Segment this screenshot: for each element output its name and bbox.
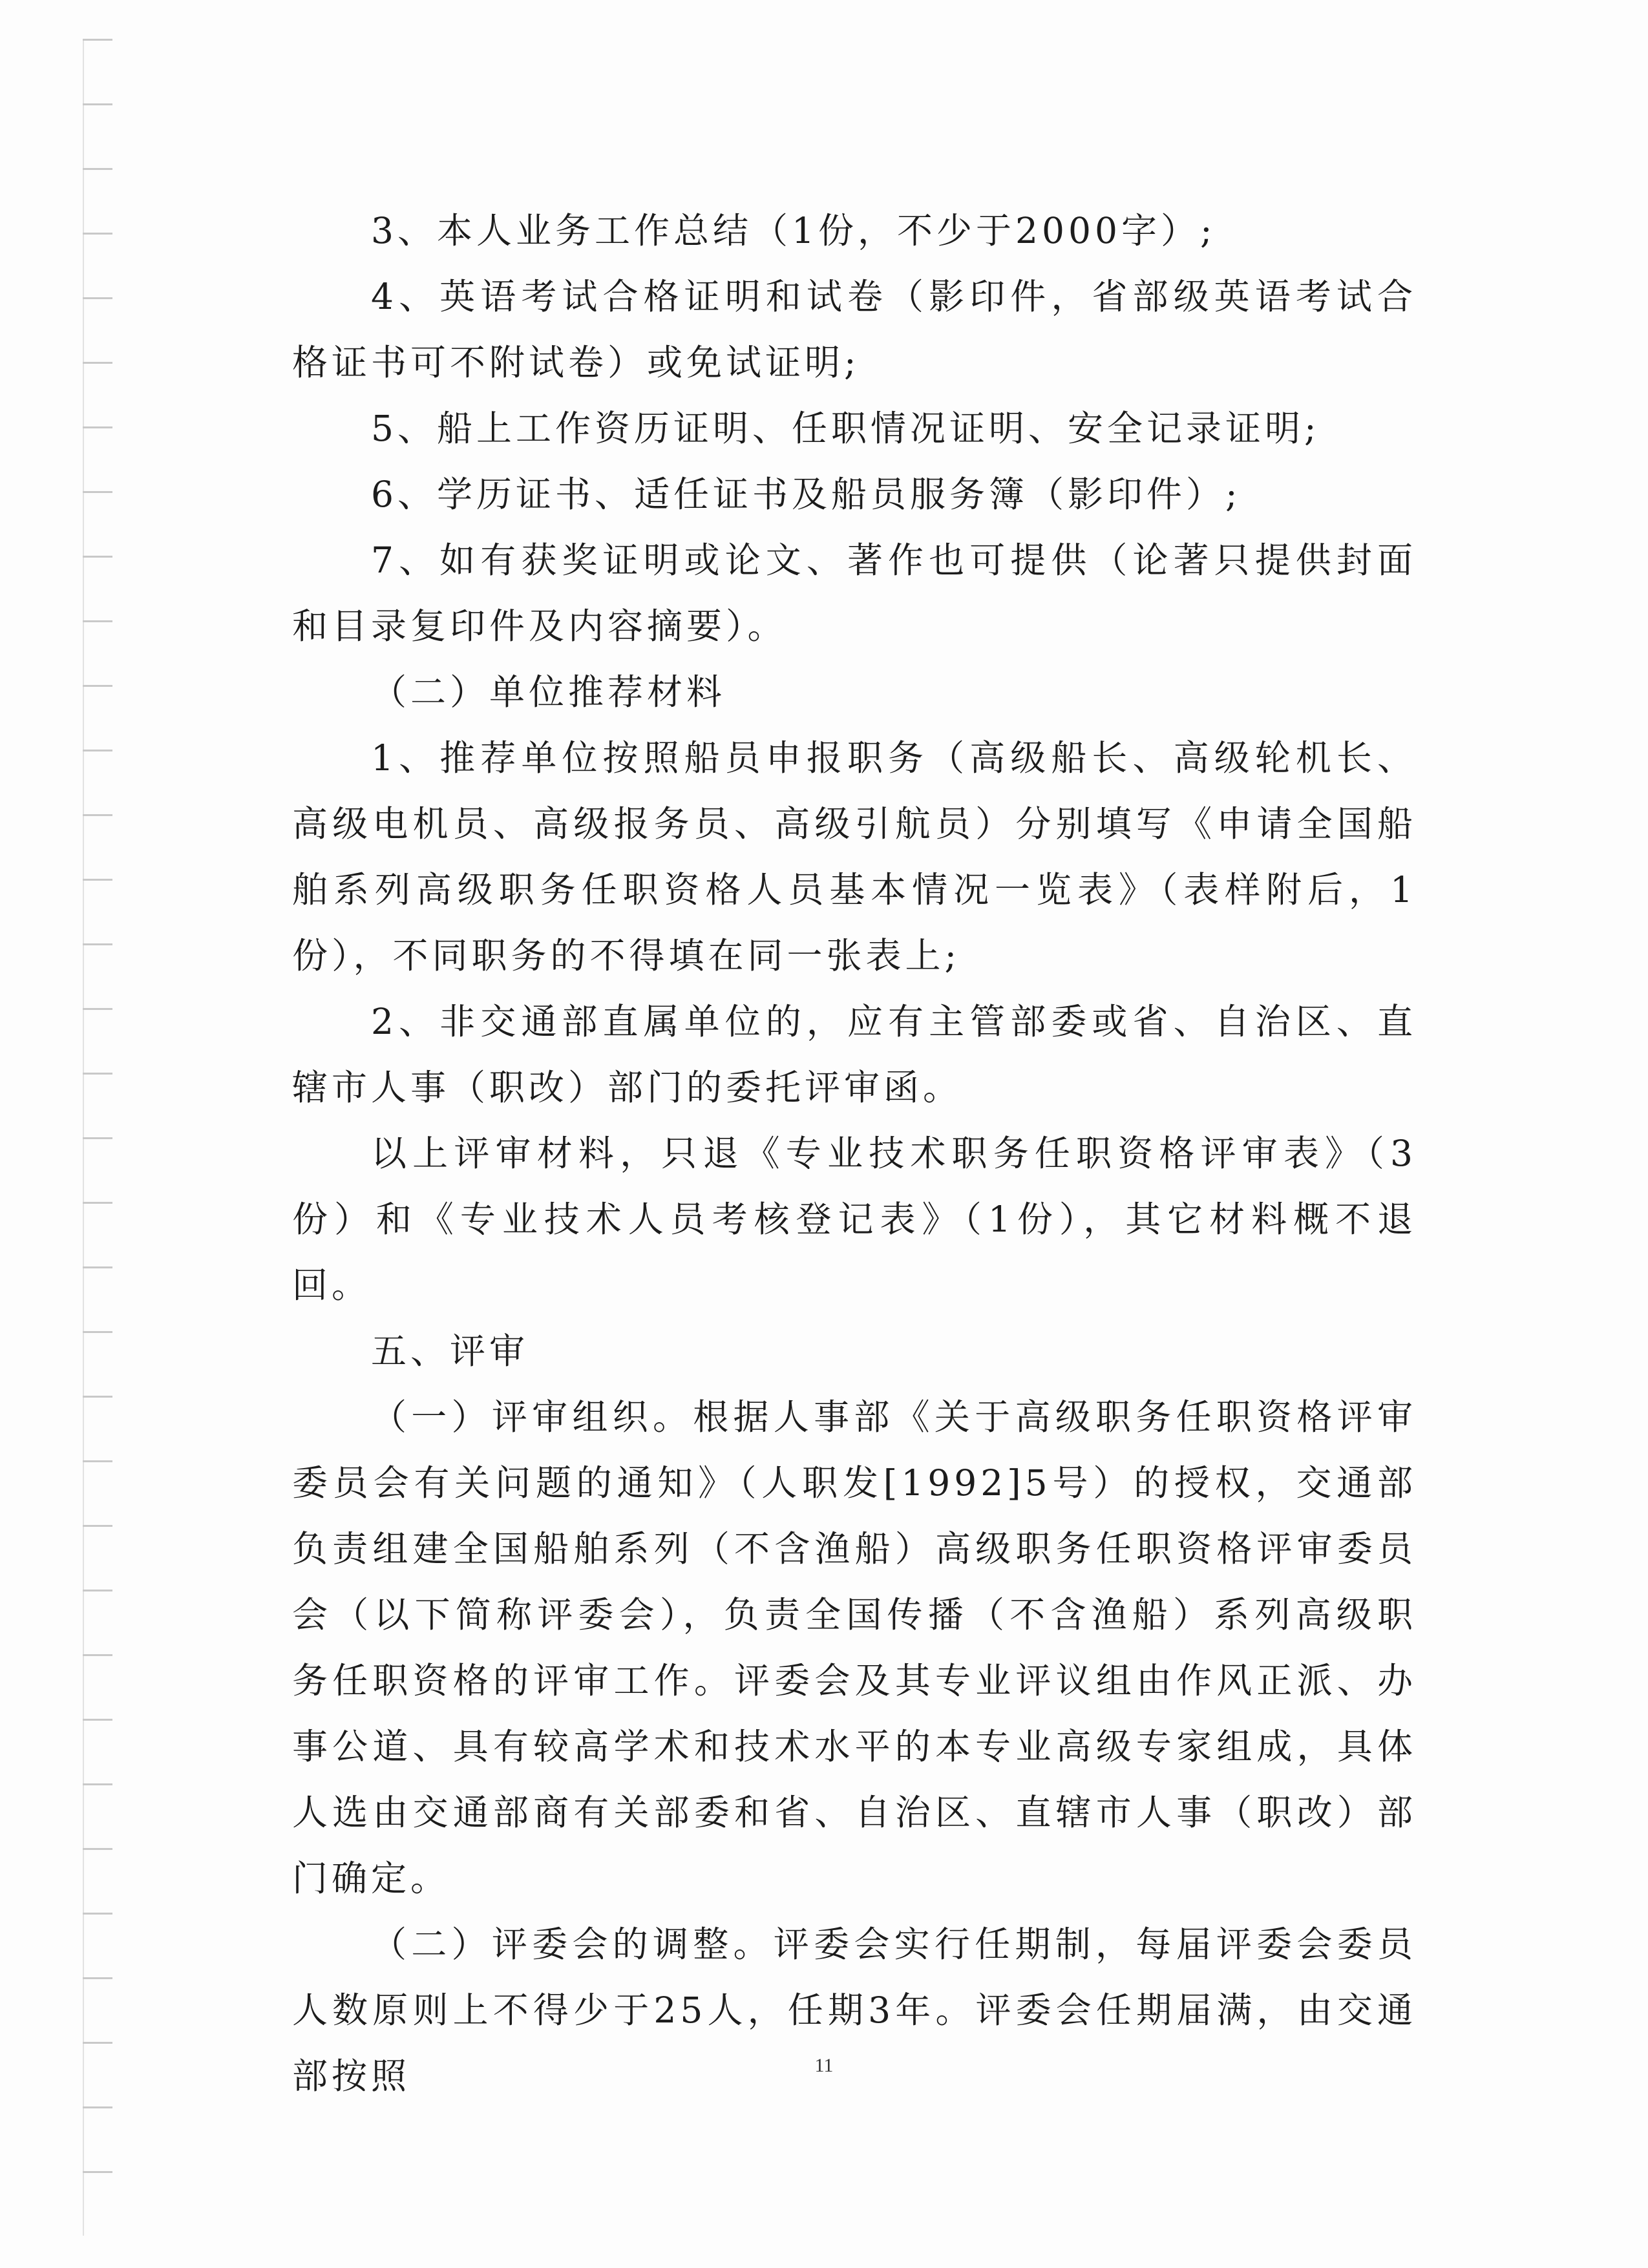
binding-mark: [83, 1396, 112, 1398]
binding-mark: [83, 1331, 112, 1333]
binding-mark: [83, 362, 112, 364]
list-item-education-certificates: 6、学历证书、适任证书及船员服务簿（影印件）;: [371, 474, 1241, 515]
binding-mark: [83, 103, 112, 105]
body-text: [292, 198, 1417, 2109]
binding-mark: [83, 1977, 112, 1979]
binding-mark: [83, 750, 112, 751]
binding-mark: [83, 491, 112, 493]
binding-mark: [83, 1525, 112, 1527]
binding-mark: [83, 1913, 112, 1915]
list-item-recommendation-form: 1、推荐单位按照船员申报职务（高级船长、高级轮机长、高级电机员、高级报务员、高级引航员）分别填写《申请全国船舶系列高级职务任职资格人员基本情况一览表》（表样附后，1份），不同职务的不得填在同一张表上;: [292, 737, 1417, 976]
binding-mark: [83, 1202, 112, 1204]
binding-mark: [83, 1783, 112, 1785]
binding-mark: [83, 1073, 112, 1075]
paragraph-returned-materials: 以上评审材料，只退《专业技术职务任职资格评审表》（3份）和《专业技术人员考核登记表》（1份），其它材料概不退回。: [292, 1133, 1417, 1306]
list-item-english-certificate: 4、英语考试合格证明和试卷（影印件，省部级英语考试合格证书可不附试卷）或免试证明;: [292, 276, 1417, 383]
binding-mark: [83, 1719, 112, 1721]
section-heading-unit-recommendation: （二）单位推荐材料: [371, 671, 726, 713]
binding-mark: [83, 39, 112, 41]
binding-mark: [83, 233, 112, 235]
binding-mark: [83, 1654, 112, 1656]
binding-mark: [83, 620, 112, 622]
binding-mark: [83, 556, 112, 558]
binding-mark: [83, 297, 112, 299]
list-item-sea-service-proof: 5、船上工作资历证明、任职情况证明、安全记录证明;: [371, 408, 1320, 449]
binding-mark: [83, 1590, 112, 1591]
binding-margin: [83, 39, 115, 2236]
binding-mark: [83, 1137, 112, 1139]
binding-mark: [83, 168, 112, 170]
section-heading-review: 五、评审: [371, 1330, 529, 1372]
binding-mark: [83, 879, 112, 881]
binding-mark: [83, 2106, 112, 2108]
page-number: 11: [814, 2055, 834, 2076]
binding-mark: [83, 426, 112, 428]
binding-mark: [83, 1848, 112, 1850]
paragraph-review-organization: （一）评审组织。根据人事部《关于高级职务任职资格评审委员会有关问题的通知》（人职发[1992]5号）的授权，交通部负责组建全国船舶系列（不含渔船）高级职务任职资格评审委员会（以下简称评委会），负责全国传播（不含渔船）系列高级职务任职资格的评审工作。评委会及其专业评议组由作风正派、办事公道、具有较高学术和技术水平的本专业高级专家组成，具体人选由交通部商有关部委和省、自治区、直辖市人事（职改）部门确定。: [292, 1396, 1417, 1899]
binding-mark: [83, 2042, 112, 2044]
binding-mark: [83, 2171, 112, 2173]
binding-mark: [83, 1266, 112, 1268]
binding-mark: [83, 685, 112, 687]
binding-mark: [83, 943, 112, 945]
binding-mark: [83, 1460, 112, 1462]
list-item-entrustment-letter: 2、非交通部直属单位的，应有主管部委或省、自治区、直辖市人事（职改）部门的委托评审函。: [292, 1001, 1417, 1108]
paragraph-committee-adjustment: （二）评委会的调整。评委会实行任期制，每届评委会委员人数原则上不得少于25人，任期3年。评委会任期届满，由交通部按照: [292, 1924, 1417, 2097]
list-item-work-summary: 3、本人业务工作总结（1份，不少于2000字）;: [371, 210, 1216, 251]
binding-mark: [83, 1008, 112, 1010]
binding-mark: [83, 814, 112, 816]
list-item-awards-papers: 7、如有获奖证明或论文、著作也可提供（论著只提供封面和目录复印件及内容摘要）。: [292, 540, 1417, 647]
